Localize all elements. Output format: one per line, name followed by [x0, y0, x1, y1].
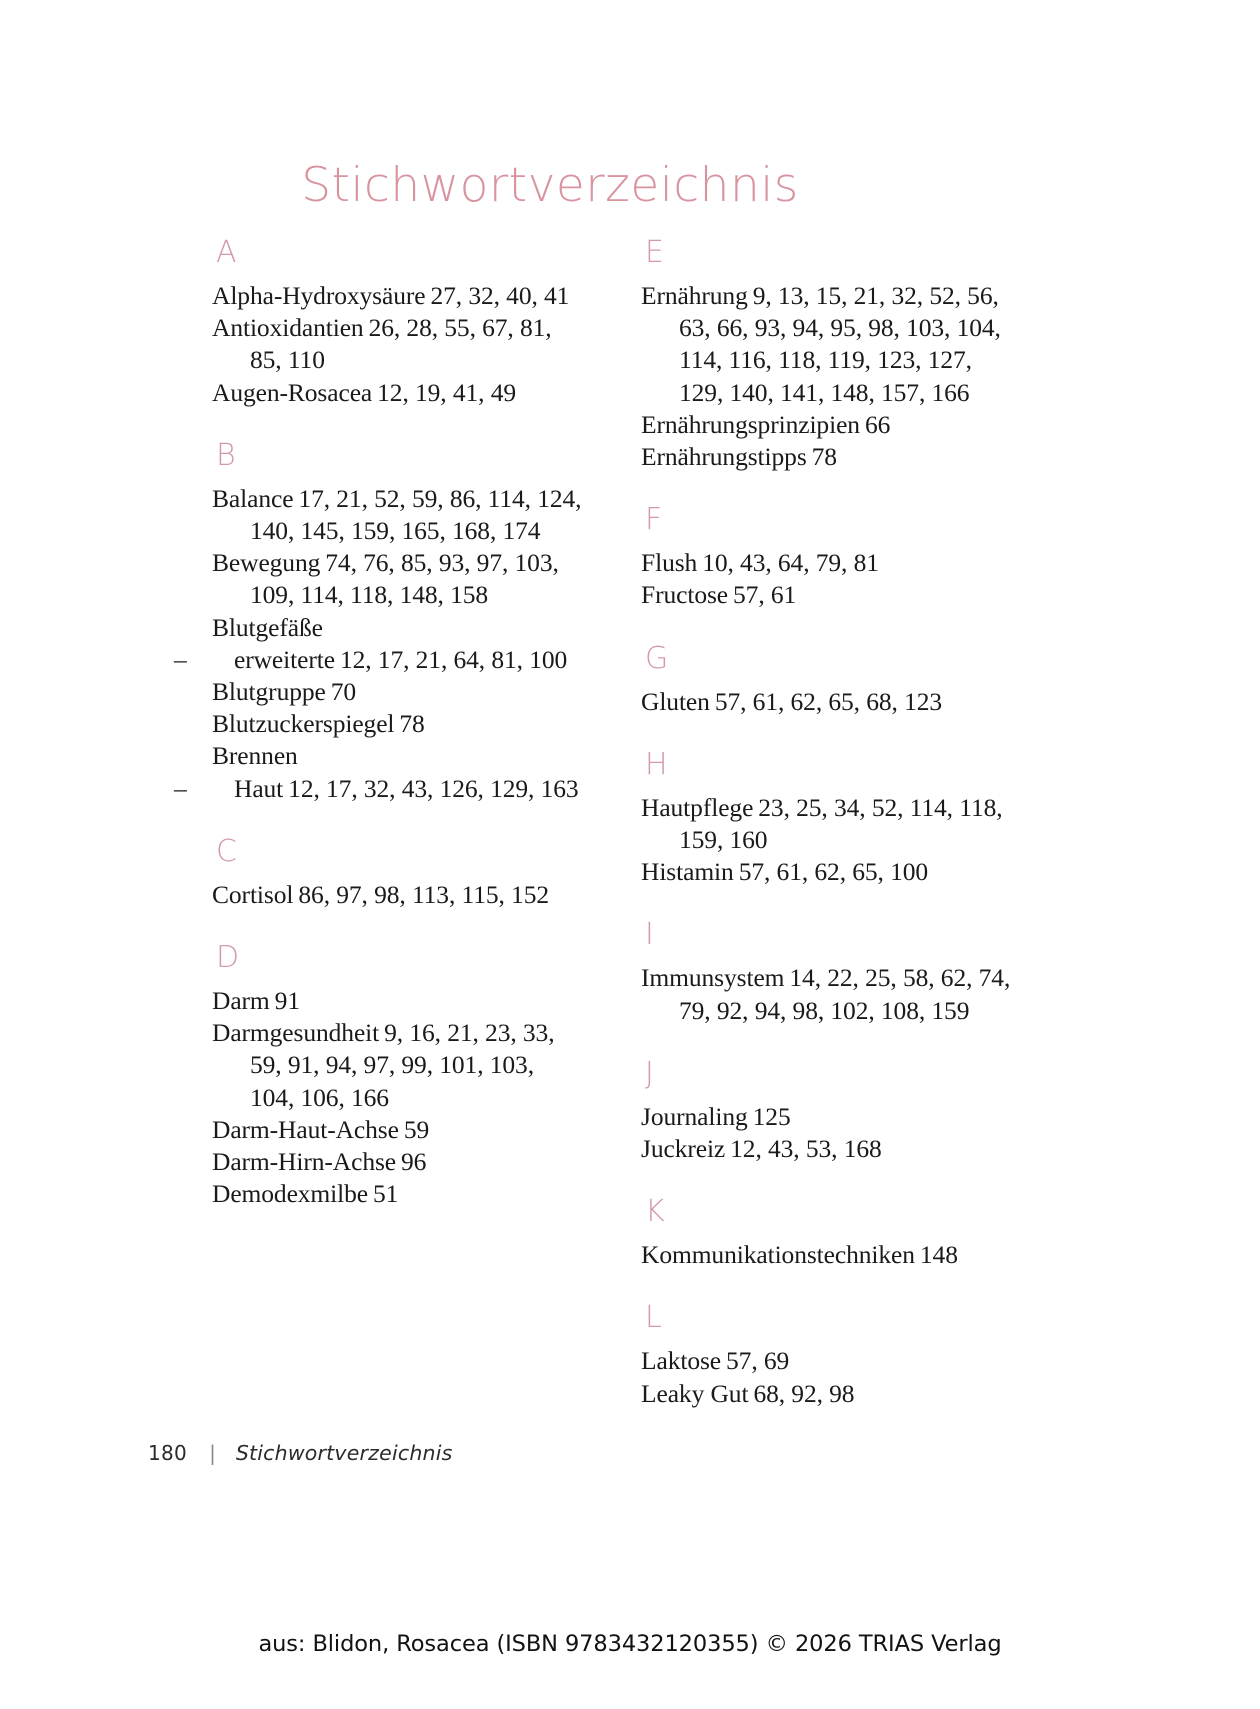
page-title: Stichwortverzeichnis — [301, 158, 799, 213]
index-entry-term: Darm-Hirn-Achse — [212, 1147, 397, 1177]
index-entry-term: Ernährungstipps — [641, 442, 807, 472]
index-entry-term: Haut — [234, 773, 284, 803]
index-entry-pages: 27, 32, 40, 41 — [430, 281, 570, 310]
index-letter-heading-g: G — [645, 640, 669, 676]
index-entry — [641, 792, 1013, 856]
index-entry-term: Histamin — [641, 857, 734, 887]
index-entry-pages: 57, 61 — [733, 580, 797, 610]
footer-section-label: Stichwortverzeichnis — [235, 1441, 453, 1465]
index-entry-pages: 10, 43, 64, 79, 81 — [702, 548, 879, 578]
index-entry-term: Blutzuckerspiegel — [212, 709, 395, 739]
index-entry-term: Cortisol — [212, 879, 294, 909]
index-entry-term: Ernährungsprinzipien — [641, 409, 860, 439]
index-entry — [212, 547, 584, 611]
index-entry-term: Antioxidantien — [212, 313, 364, 343]
index-entry-pages: 74, 76, 85, 93, 97, 103, 109, 114, 118, 148, 158 — [250, 548, 559, 610]
index-entry — [641, 1378, 1013, 1410]
index-entry-pages: 66 — [864, 409, 891, 439]
index-entry — [641, 1133, 1013, 1165]
copyright-credit-line: aus: Blidon, Rosacea (ISBN 9783432120355) © 2026 TRIAS Verlag — [258, 1631, 1002, 1657]
index-entry — [212, 708, 584, 740]
index-entry — [641, 280, 1013, 409]
index-column-right — [641, 235, 1013, 1410]
index-entry-pages: 12, 19, 41, 49 — [377, 377, 516, 407]
index-entry-pages: 26, 28, 55, 67, 81, 85, 110 — [250, 313, 552, 375]
index-entry — [212, 280, 584, 312]
index-entry-term: Bewegung — [212, 548, 321, 578]
index-entry — [212, 483, 584, 547]
index-entry — [212, 879, 584, 911]
index-entry-pages: 23, 25, 34, 52, 114, 118, 159, 160 — [679, 792, 1003, 855]
index-entry-pages: 12, 17, 21, 64, 81, 100 — [339, 644, 568, 674]
index-entry — [641, 1345, 1013, 1377]
index-subentry — [174, 773, 584, 805]
index-entry-term: Juckreiz — [641, 1134, 726, 1164]
index-letter-heading-j: J — [645, 1055, 655, 1091]
index-entry-term: Immunsystem — [641, 963, 785, 993]
index-entry-pages: 51 — [373, 1179, 399, 1209]
index-entry-pages: 12, 17, 32, 43, 126, 129, 163 — [288, 773, 579, 803]
index-letter-heading-b: B — [216, 437, 237, 473]
index-entry-pages: 57, 69 — [726, 1346, 790, 1376]
index-entry-pages: 125 — [752, 1101, 791, 1131]
index-entry-term: Leaky Gut — [641, 1378, 749, 1408]
index-entry-term: Balance — [212, 483, 294, 513]
index-entry-term: Darmgesundheit — [212, 1018, 380, 1048]
index-entry-pages: 96 — [401, 1147, 427, 1177]
footer-separator: | — [209, 1441, 216, 1465]
index-entry — [212, 740, 584, 772]
index-entry-term: Ernährung — [641, 281, 748, 310]
index-entry-pages: 78 — [399, 709, 425, 739]
index-entry — [212, 312, 584, 376]
index-entry-pages: 14, 22, 25, 58, 62, 74, 79, 92, 94, 98, 102, 108, 159 — [679, 963, 1011, 1025]
index-entry-term: Blutgruppe — [212, 677, 326, 707]
index-entry-pages: 91 — [274, 986, 300, 1016]
index-entry-term: Laktose — [641, 1346, 722, 1376]
index-column-left — [174, 235, 584, 1410]
index-subentry — [174, 644, 584, 676]
index-entry — [212, 1114, 584, 1146]
index-entry-pages: 57, 61, 62, 65, 68, 123 — [714, 686, 943, 716]
index-entry-pages: 17, 21, 52, 59, 86, 114, 124, 140, 145, 159, 165, 168, 174 — [250, 483, 582, 546]
index-entry — [212, 377, 584, 409]
index-entry-term: Brennen — [212, 741, 298, 771]
index-entry-term: Demodexmilbe — [212, 1179, 369, 1209]
index-entry-term: Darm — [212, 986, 270, 1016]
index-entry — [641, 1239, 1013, 1271]
index-letter-heading-k: K — [645, 1194, 666, 1230]
footer-page-number: 180 — [148, 1441, 188, 1465]
index-entry-term: Darm-Haut-Achse — [212, 1114, 399, 1144]
index-entry-pages: 86, 97, 98, 113, 115, 152 — [298, 879, 549, 909]
index-entry — [212, 676, 584, 708]
index-entry — [641, 579, 1013, 611]
index-entry — [212, 1146, 584, 1178]
index-entry-term: Flush — [641, 548, 698, 578]
index-entry-term: Kommunikationstechniken — [641, 1240, 915, 1270]
index-entry — [641, 686, 1013, 718]
index-letter-heading-c: C — [216, 833, 238, 869]
index-entry — [641, 441, 1013, 473]
index-entry-term: Journaling — [641, 1101, 748, 1131]
index-entry — [212, 1178, 584, 1210]
index-entry-pages: 78 — [811, 442, 837, 472]
index-entry — [212, 612, 584, 644]
index-letter-heading-l: L — [645, 1300, 663, 1336]
index-entry-pages: 57, 61, 62, 65, 100 — [738, 857, 929, 887]
index-entry — [212, 985, 584, 1017]
index-entry-term: erweiterte — [234, 644, 335, 674]
subentry-dash-icon: – — [174, 773, 187, 803]
index-entry — [212, 1017, 584, 1114]
index-entry — [641, 547, 1013, 579]
index-entry-term: Blutgefäße — [212, 612, 323, 642]
index-entry — [641, 856, 1013, 888]
index-letter-heading-a: A — [216, 235, 238, 270]
index-entry-pages: 70 — [330, 677, 357, 707]
index-entry — [641, 1101, 1013, 1133]
index-entry-term: Gluten — [641, 686, 710, 716]
index-entry-pages: 9, 16, 21, 23, 33, 59, 91, 94, 97, 99, 101, 103, 104, 106, 166 — [250, 1018, 555, 1112]
index-letter-heading-d: D — [216, 940, 240, 976]
subentry-dash-icon: – — [174, 644, 187, 674]
index-entry-term: Alpha-Hydroxysäure — [212, 281, 426, 310]
index-entry-term: Augen-Rosacea — [212, 377, 373, 407]
index-letter-heading-h: H — [645, 746, 669, 782]
index-entry — [641, 962, 1013, 1026]
index-entry-term: Hautpflege — [641, 792, 754, 822]
index-entry-pages: 12, 43, 53, 168 — [730, 1134, 882, 1164]
index-entry-pages: 59 — [403, 1114, 430, 1144]
index-letter-heading-i: I — [645, 917, 655, 953]
page-footer — [148, 1441, 453, 1465]
index-entry-pages: 148 — [919, 1240, 958, 1270]
index-entry-pages: 9, 13, 15, 21, 32, 52, 56, 63, 66, 93, 94, 95, 98, 103, 104, 114, 116, 118, 119, 123, 127, 129, 140, 141, 148, 157, 166 — [679, 281, 1001, 407]
index-entry-term: Fructose — [641, 580, 729, 610]
index-letter-heading-f: F — [645, 502, 663, 538]
index-entry-pages: 68, 92, 98 — [753, 1378, 855, 1408]
index-columns — [174, 235, 1012, 1410]
index-entry — [641, 409, 1013, 441]
index-letter-heading-e: E — [645, 235, 665, 270]
